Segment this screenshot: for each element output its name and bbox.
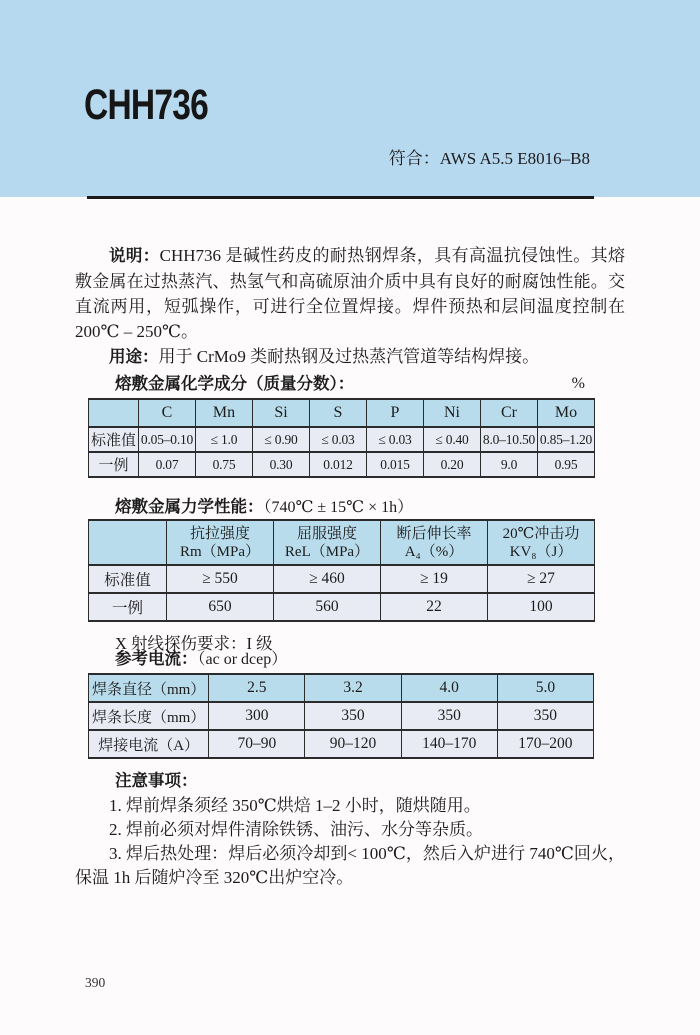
row-label: 焊条直径（mm） xyxy=(89,674,209,702)
mechanical-col-header xyxy=(488,520,595,565)
current-table xyxy=(88,673,594,759)
current-section xyxy=(75,649,625,759)
cell: 560 xyxy=(274,593,381,621)
col-header-line2: A₄（%） xyxy=(404,543,464,560)
col-header-line1: 断后伸长率 xyxy=(396,525,472,542)
cell: 0.07 xyxy=(139,452,196,477)
note-item: 1. 焊前焊条须经 350℃烘焙 1–2 小时，随烘随用。 xyxy=(109,796,481,815)
mechanical-col-header xyxy=(167,520,274,565)
note-item: 3. 焊后热处理：焊后必须冷却到< 100℃，然后入炉进行 740℃回火，保温 1h 后随炉冷至 320℃出炉空冷。 xyxy=(75,844,625,887)
cell: 9.0 xyxy=(481,452,538,477)
cell: 0.05–0.10 xyxy=(139,427,196,452)
usage-text: 用于 CrMo9 类耐热钢及过热蒸汽管道等结构焊接。 xyxy=(158,347,540,366)
col-header-line2: ReL（MPa） xyxy=(284,543,370,560)
cell: 350 xyxy=(401,702,497,730)
cell: 3.2 xyxy=(305,674,401,702)
table-row xyxy=(89,730,594,758)
mechanical-table xyxy=(88,519,595,622)
chemistry-title-row xyxy=(88,374,613,394)
compliance-text: 符合：AWS A5.5 E8016–B8 xyxy=(388,149,590,168)
mechanical-header-row xyxy=(89,520,595,565)
chemistry-col-header: Si xyxy=(253,399,310,427)
chemistry-unit: % xyxy=(571,375,585,392)
chemistry-title: 熔敷金属化学成分（质量分数）： xyxy=(115,375,355,393)
mechanical-corner-cell xyxy=(89,520,167,565)
current-condition: （ac or dcep） xyxy=(197,651,288,668)
chemistry-col-header: P xyxy=(367,399,424,427)
row-label: 焊接电流（A） xyxy=(89,730,209,758)
cell: 5.0 xyxy=(497,674,593,702)
chemistry-corner-cell xyxy=(89,399,139,427)
description-paragraph xyxy=(75,243,625,344)
col-header-line2: KV₈（J） xyxy=(509,543,573,560)
row-label: 焊条长度（mm） xyxy=(89,702,209,730)
header-banner xyxy=(0,0,700,197)
usage-paragraph xyxy=(75,344,625,370)
cell: 8.0–10.50 xyxy=(481,427,538,452)
cell: 2.5 xyxy=(209,674,305,702)
table-row xyxy=(89,452,595,477)
table-row xyxy=(89,427,595,452)
note-item: 2. 焊前必须对焊件清除铁锈、油污、水分等杂质。 xyxy=(109,820,483,839)
chemistry-col-header: S xyxy=(310,399,367,427)
cell: ≤ 1.0 xyxy=(196,427,253,452)
cell: 0.015 xyxy=(367,452,424,477)
table-row xyxy=(89,565,595,593)
cell: ≤ 0.03 xyxy=(367,427,424,452)
cell: 0.20 xyxy=(424,452,481,477)
chemistry-header-row xyxy=(89,399,595,427)
col-header-line1: 抗拉强度 xyxy=(189,525,250,542)
mechanical-col-header xyxy=(381,520,488,565)
chemistry-col-header: Ni xyxy=(424,399,481,427)
chemistry-table xyxy=(88,398,595,478)
description-label: 说明： xyxy=(109,247,160,265)
cell: 0.30 xyxy=(253,452,310,477)
cell: ≥ 550 xyxy=(167,565,274,593)
mechanical-section xyxy=(75,497,625,654)
col-header-line2: Rm（MPa） xyxy=(179,543,260,560)
cell: 170–200 xyxy=(497,730,593,758)
cell: 100 xyxy=(488,593,595,621)
cell: 90–120 xyxy=(305,730,401,758)
mechanical-title: 熔敷金属力学性能： xyxy=(115,498,264,516)
cell: 22 xyxy=(381,593,488,621)
cell: ≤ 0.90 xyxy=(253,427,310,452)
cell: ≤ 0.40 xyxy=(424,427,481,452)
cell: 0.012 xyxy=(310,452,367,477)
current-header-row xyxy=(89,674,594,702)
mechanical-col-header xyxy=(274,520,381,565)
col-header-line1: 20℃冲击功 xyxy=(502,525,580,542)
cell: 350 xyxy=(305,702,401,730)
product-title: CHH736 xyxy=(84,81,208,129)
chemistry-col-header: Mn xyxy=(196,399,253,427)
header-divider-rule xyxy=(87,196,594,199)
cell: 140–170 xyxy=(401,730,497,758)
row-label: 标准值 xyxy=(89,565,167,593)
cell: ≥ 27 xyxy=(488,565,595,593)
page-number: 390 xyxy=(85,975,106,990)
cell: ≤ 0.03 xyxy=(310,427,367,452)
row-label: 标准值 xyxy=(89,427,139,452)
xray-requirement: X 射线探伤要求：I 级 xyxy=(115,634,273,653)
cell: 0.95 xyxy=(538,452,595,477)
usage-label: 用途： xyxy=(109,348,159,366)
description-text: CHH736 是碱性药皮的耐热钢焊条，具有高温抗侵蚀性。其熔敷金属在过热蒸汽、热氢气和高硫原油介质中具有良好的耐腐蚀性能。交直流两用，短弧操作，可进行全位置焊接。焊件预热和层间温度控制在 200℃ – 250℃。 xyxy=(75,246,625,341)
cell: 300 xyxy=(209,702,305,730)
chemistry-col-header: Mo xyxy=(538,399,595,427)
cell: 0.75 xyxy=(196,452,253,477)
table-row xyxy=(89,702,594,730)
current-title-row xyxy=(88,649,613,670)
cell: 650 xyxy=(167,593,274,621)
cell: ≥ 460 xyxy=(274,565,381,593)
cell: 70–90 xyxy=(209,730,305,758)
chemistry-section xyxy=(75,374,625,478)
current-title: 参考电流： xyxy=(115,650,198,668)
notes-title: 注意事项： xyxy=(115,772,198,790)
col-header-line1: 屈服强度 xyxy=(296,525,357,542)
mechanical-condition: （740℃ ± 15℃ × 1h） xyxy=(263,499,414,516)
row-label: 一例 xyxy=(89,593,167,621)
cell: 0.85–1.20 xyxy=(538,427,595,452)
row-label: 一例 xyxy=(89,452,139,477)
chemistry-col-header: C xyxy=(139,399,196,427)
cell: 4.0 xyxy=(401,674,497,702)
cell: 350 xyxy=(497,702,593,730)
notes-section xyxy=(75,767,625,890)
cell: ≥ 19 xyxy=(381,565,488,593)
mechanical-title-row xyxy=(88,497,613,518)
chemistry-col-header: Cr xyxy=(481,399,538,427)
table-row xyxy=(89,593,595,621)
